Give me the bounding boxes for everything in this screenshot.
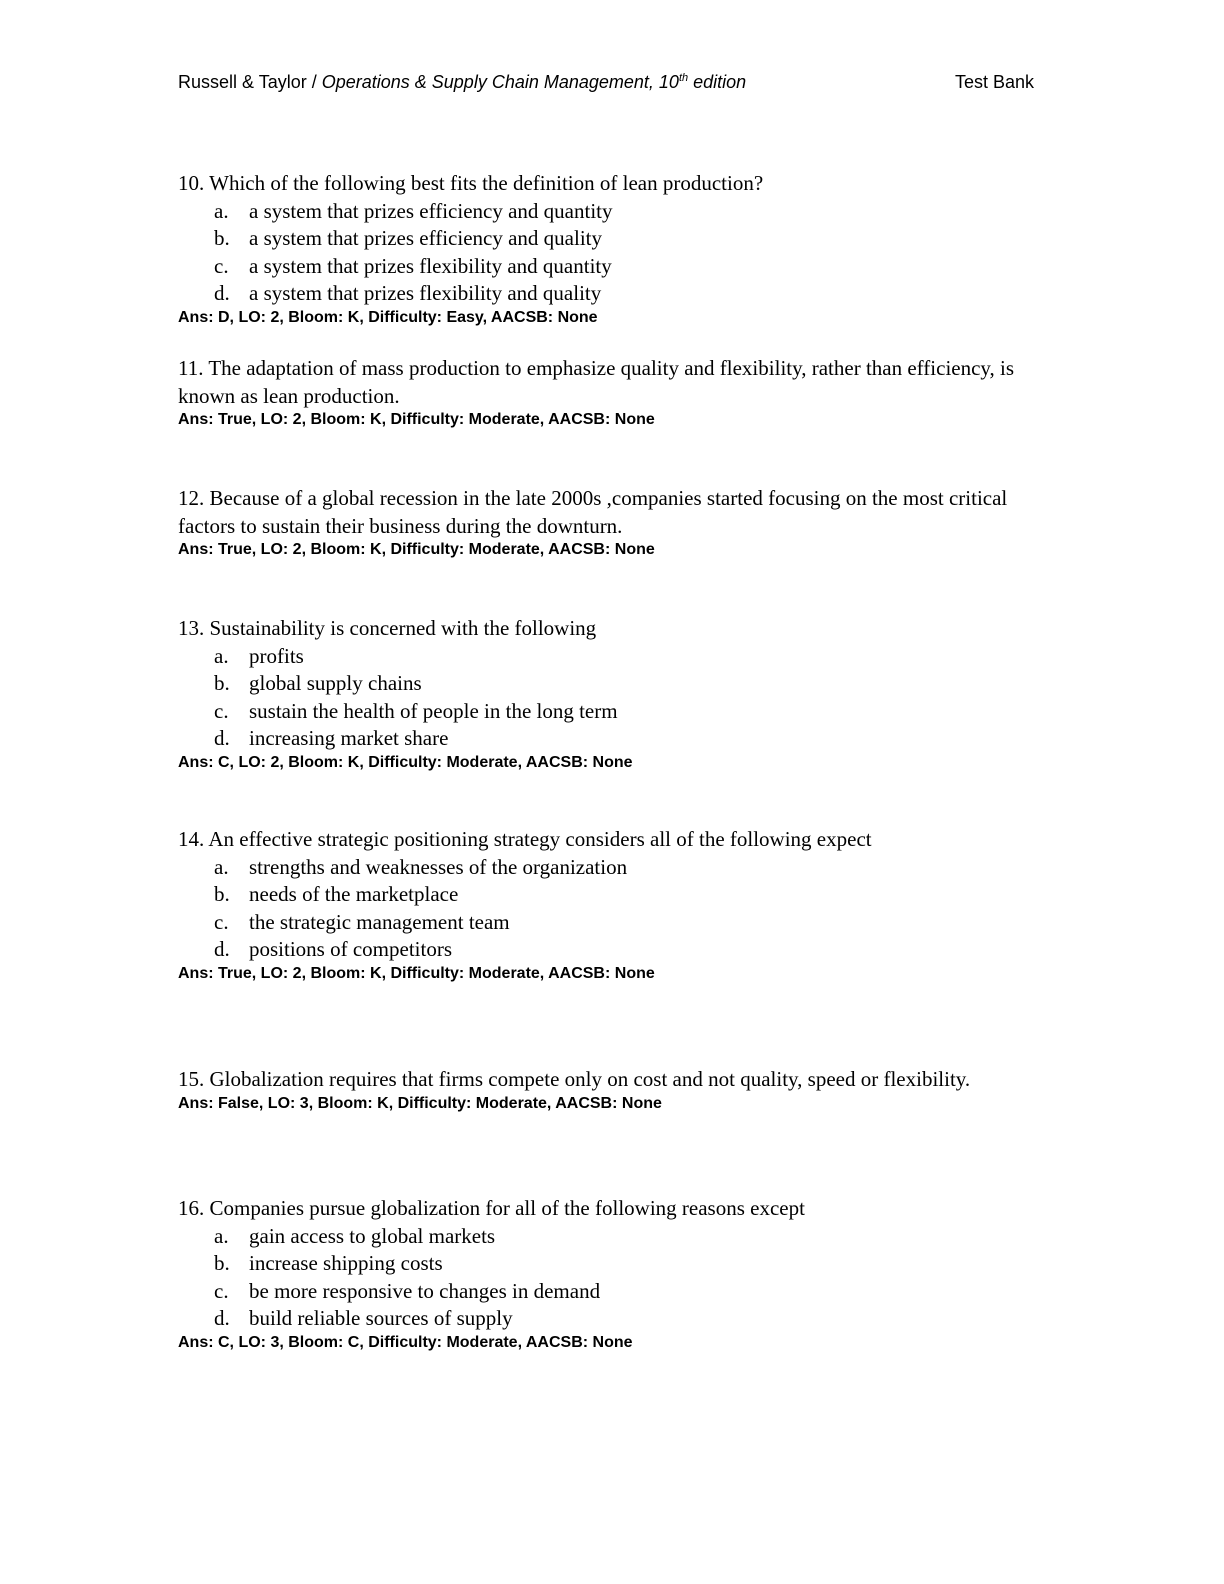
option-item [178,1305,1018,1333]
question-15 [178,1066,1018,1114]
option-item [178,854,1018,882]
answer-key: Ans: True, LO: 2, Bloom: K, Difficulty: Moderate, AACSB: None [178,964,655,982]
option-text: be more responsive to changes in demand [249,1278,601,1303]
option-text: global supply chains [249,671,422,695]
option-text: strengths and weaknesses of the organization [249,854,628,879]
option-text: a system that prizes efficiency and quantity [249,198,613,223]
option-text: a system that prizes flexibility and quality [249,281,602,305]
header-edition: edition [688,72,747,92]
question-text: 12. Because of a global recession in the late 2000s ,companies started focusing on the most critical factors to sustain their business during the downturn. [178,486,1008,538]
option-letter: a. [214,854,229,879]
header-title-superscript: th [678,72,689,84]
question-text: 11. The adaptation of mass production to emphasize quality and flexibility, rather than efficiency, is known as lean production. [178,356,1015,408]
question-11 [178,355,1018,430]
answer-key: Ans: C, LO: 2, Bloom: K, Difficulty: Moderate, AACSB: None [178,753,633,771]
option-letter: b. [214,882,230,906]
question-text: 15. Globalization requires that firms compete only on cost and not quality, speed or flexibility. [178,1067,971,1091]
option-list [178,198,1018,308]
question-text: 14. An effective strategic positioning strategy considers all of the following expect [178,827,872,851]
answer-key: Ans: C, LO: 3, Bloom: C, Difficulty: Moderate, AACSB: None [178,1333,633,1351]
option-letter: c. [214,253,229,278]
answer-key: Ans: D, LO: 2, Bloom: K, Difficulty: Easy, AACSB: None [178,308,598,326]
option-text: a system that prizes efficiency and quality [249,226,602,250]
header-author: Russell & Taylor / [178,72,322,92]
option-text: gain access to global markets [249,1223,496,1248]
header-test-bank-label: Test Bank [954,72,1034,92]
header-title [322,72,746,92]
option-text: the strategic management team [249,909,510,934]
option-item [178,670,1018,698]
option-text: needs of the marketplace [249,882,459,906]
option-list [178,643,1018,753]
option-text: a system that prizes flexibility and quantity [249,253,612,278]
option-item [178,698,1018,726]
option-item [178,936,1018,964]
option-letter: a. [214,198,229,223]
question-13 [178,615,1018,773]
option-letter: b. [214,1251,230,1275]
option-item [178,1223,1018,1251]
answer-key: Ans: True, LO: 2, Bloom: K, Difficulty: Moderate, AACSB: None [178,411,655,428]
page-header [178,72,1034,96]
option-item [178,1250,1018,1278]
option-item [178,909,1018,937]
question-16 [178,1195,1018,1353]
option-item [178,280,1018,308]
option-item [178,225,1018,253]
answer-key: Ans: True, LO: 2, Bloom: K, Difficulty: Moderate, AACSB: None [178,541,655,558]
option-text: sustain the health of people in the long term [249,698,618,723]
option-letter: a. [214,643,229,668]
option-text: build reliable sources of supply [249,1306,513,1330]
option-letter: d. [214,937,230,961]
option-letter: c. [214,698,229,723]
option-list [178,1223,1018,1333]
option-item [178,643,1018,671]
option-item [178,881,1018,909]
option-text: increasing market share [249,726,449,750]
option-letter: d. [214,726,230,750]
option-letter: d. [214,281,230,305]
option-item [178,1278,1018,1306]
header-book-title [178,72,746,93]
option-text: increase shipping costs [249,1251,443,1275]
answer-key: Ans: False, LO: 3, Bloom: K, Difficulty: Moderate, AACSB: None [178,1094,662,1112]
question-text: 13. Sustainability is concerned with the following [178,616,597,640]
question-14 [178,826,1018,984]
question-text: 10. Which of the following best fits the definition of lean production? [178,171,764,195]
question-text: 16. Companies pursue globalization for all of the following reasons except [178,1196,805,1220]
question-12 [178,485,1018,560]
option-letter: c. [214,1278,229,1303]
header-title-text: Operations & Supply Chain Management, 10 [321,72,679,92]
option-item [178,198,1018,226]
option-letter: c. [214,909,229,934]
option-item [178,253,1018,281]
option-letter: a. [214,1223,229,1248]
option-item [178,725,1018,753]
option-letter: b. [214,226,230,250]
option-letter: d. [214,1306,230,1330]
question-10 [178,170,1018,328]
option-list [178,854,1018,964]
option-text: profits [249,643,304,668]
option-letter: b. [214,671,230,695]
option-text: positions of competitors [249,937,452,961]
